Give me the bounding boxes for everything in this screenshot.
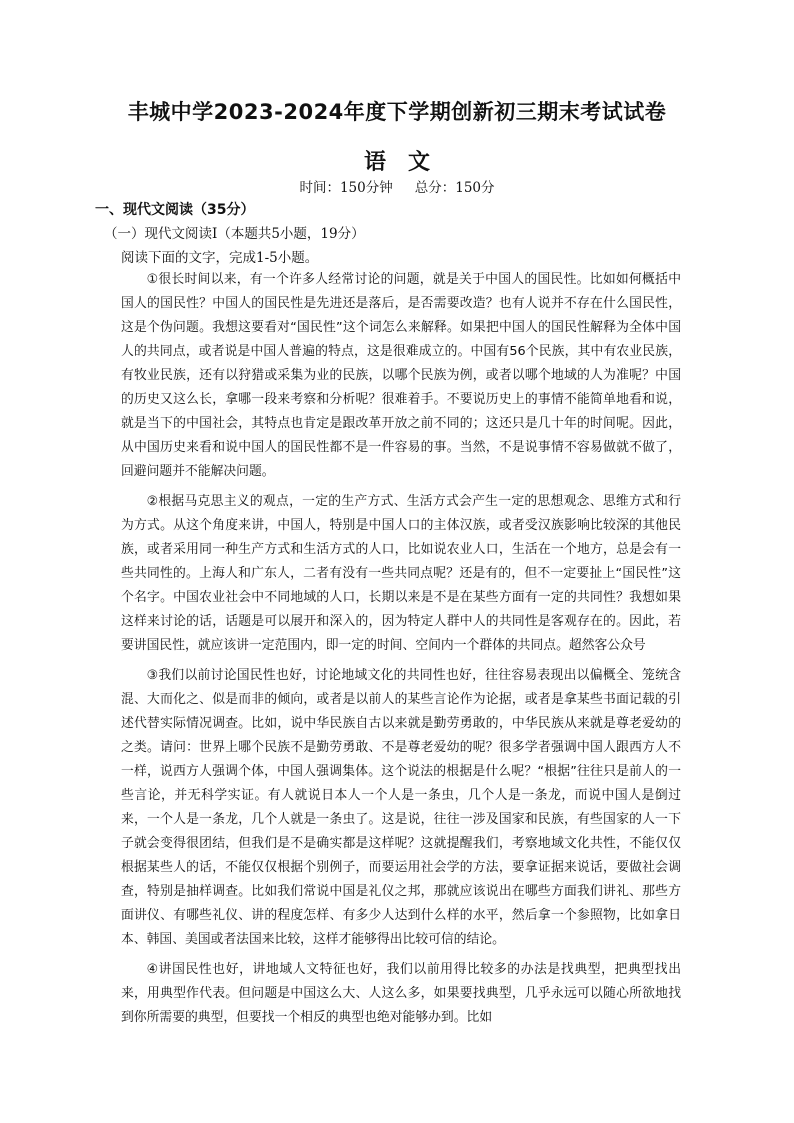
paragraph-2: ②根据马克思主义的观点，一定的生产方式、生活方式会产生一定的思想观念、思维方式和行为方式。从这个角度来讲，中国人，特别是中国人口的主体汉族，或者受汉族影响比较深的其他民族，或者采用同一种生产方式和生活方式的人口，比如说农业人口，生活在一个地方，总是会有一些共同性的。上海人和广东人，二者有没有一些共同点呢？还是有的，但不一定要扯上“国民性”这个名字。中国农业社会中不同地域的人口，长期以来是不是在某些方面有一定的共同性？我想如果这样来讨论的话，话题是可以展开和深入的，因为特定人群中人的共同性是客观存在的。因此，若要讲国民性，就应该讲一定范围内，即一定的时间、空间内一个群体的共同点。超然客公众号 bbox=[121, 494, 681, 653]
paragraph-3: ③我们以前讨论国民性也好，讨论地域文化的共同性也好，往往容易表现出以偏概全、笼统含混、大而化之、似是而非的倾向，或者是以前人的某些言论作为论据，或者是拿某些书面记载的引述代替实际情况调查。比如，说中华民族自古以来就是勤劳勇敢的，中华民族从来就是尊老爱幼的之类。请问：世界上哪个民族不是勤劳勇敢、不是尊老爱幼的呢？很多学者强调中国人跟西方人不一样，说西方人强调个体，中国人强调集体。这个说法的根据是什么呢？“根据”往往只是前人的一些言论，并无科学实证。有人就说日本人一个人是一条虫，几个人是一条龙，而说中国人是倒过来，一个人是一条龙，几个人就是一条虫了。这是说，往往一涉及国家和民族，有些国家的人一下子就会变得很团结，但我们是不是确实都是这样呢？这就提醒我们，考察地域文化共性，不能仅仅根据某些人的话，不能仅仅根据个别例子，而要运用社会学的方法，要拿证据来说话，要做社会调查，特别是抽样调查。比如我们常说中国是礼仪之邦，那就应该说出在哪些方面我们讲礼、那些方面讲仪、有哪些礼仪、讲的程度怎样、有多少人达到什么样的水平，然后拿一个参照物，比如拿日本、韩国、美国或者法国来比较，这样才能够得出比较可信的结论。 bbox=[121, 668, 681, 947]
paragraph-1: ①很长时间以来，有一个许多人经常讨论的问题，就是关于中国人的国民性。比如如何概括中国人的国民性？中国人的国民性是先进还是落后，是否需要改造？也有人说并不存在什么国民性，这是个伪问题。我想这要看对“国民性”这个词怎么来解释。如果把中国人的国民性解释为全体中国人的共同点，或者说是中国人普遍的特点，这是很难成立的。中国有56个民族，其中有农业民族，有牧业民族，还有以狩猎或采集为业的民族，以哪个民族为例，或者以哪个地域的人为准呢？中国的历史又这么长，拿哪一段来考察和分析呢？很难着手。不要说历史上的事情不能简单地看和说，就是当下的中国社会，其特点也肯定是跟改革开放之前不同的；这还只是几十年的时间呢。因此，从中国历史来看和说中国人的国民性都不是一件容易的事。当然，不是说事情不容易做就不做了，回避问题并不能解决问题。 bbox=[121, 272, 681, 479]
paragraph-4: ④讲国民性也好，讲地域人文特征也好，我们以前用得比较多的办法是找典型，把典型找出来，用典型作代表。但问题是中国这么大、人这么多，如果要找典型，几乎永远可以随心所欲地找到你所需要的典型，但要找一个相反的典型也绝对能够办到。比如 bbox=[121, 962, 681, 1025]
exam-meta bbox=[0, 176, 794, 196]
exam-time: 时间：150分钟 bbox=[299, 180, 393, 196]
section-heading: 一、现代文阅读（35分） bbox=[95, 202, 255, 218]
subject-title: 语文 bbox=[363, 150, 452, 175]
exam-total-score: 总分：150分 bbox=[414, 180, 495, 196]
reading-instruction: 阅读下面的文字，完成1-5小题。 bbox=[121, 250, 319, 266]
exam-title: 丰城中学2023-2024年度下学期创新初三期末考试试卷 bbox=[127, 100, 667, 124]
subsection-heading: （一）现代文阅读Ⅰ（本题共5小题，19分） bbox=[104, 226, 365, 242]
reading-passage bbox=[121, 268, 681, 1036]
